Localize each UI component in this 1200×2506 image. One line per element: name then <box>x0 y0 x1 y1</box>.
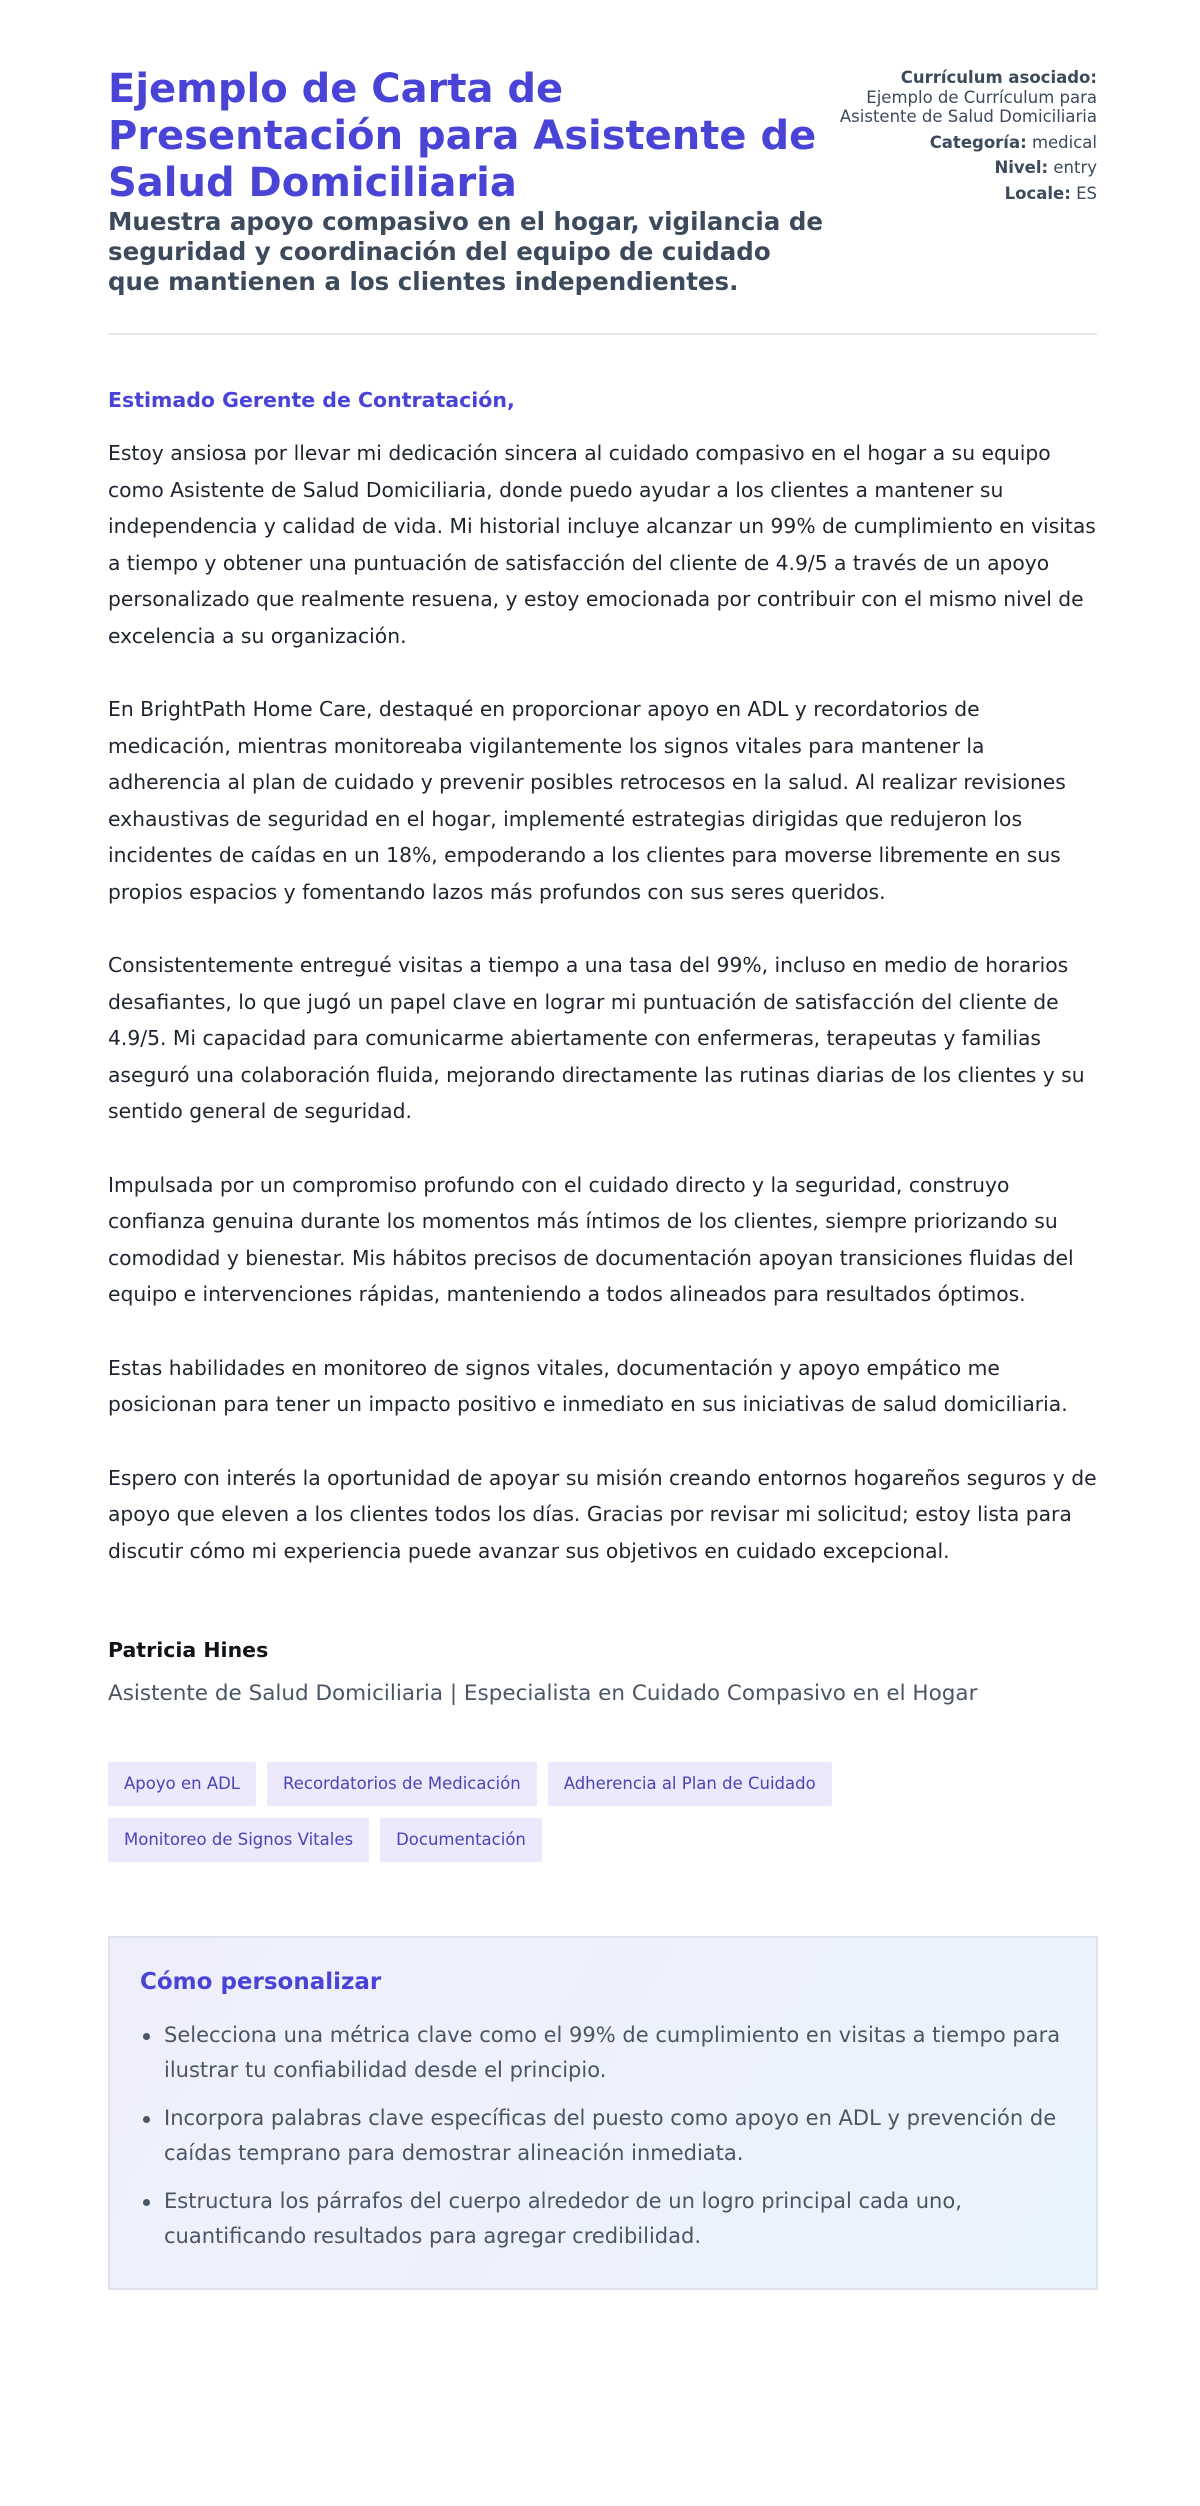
page-header <box>108 66 1097 335</box>
tip-text: Incorpora palabras clave específicas del puesto como apoyo en ADL y prevención de caídas temprano para demostrar alineación inmediata. <box>164 2106 1057 2165</box>
tip-text: Estructura los párrafos del cuerpo alrededor de un logro principal cada uno, cuantificando resultados para agregar credibilidad. <box>164 2189 962 2248</box>
meta-level <box>827 158 1097 178</box>
skill-tag: Monitoreo de Signos Vitales <box>108 1818 369 1862</box>
bullet-icon <box>143 2116 150 2123</box>
signature-name: Patricia Hines <box>108 1638 269 1662</box>
letter-paragraph: Espero con interés la oportunidad de apoyar su misión creando entornos hogareños seguros y de apoyo que eleven a los clientes todos los días. Gracias por revisar mi solicitud; estoy lista para discutir cómo mi experiencia puede avanzar sus objetivos en cuidado excepcional. <box>108 1465 1097 1563</box>
bullet-icon <box>143 2199 150 2206</box>
tip-item <box>140 2018 1066 2088</box>
skill-tag: Adherencia al Plan de Cuidado <box>548 1762 832 1806</box>
skill-tag: Apoyo en ADL <box>108 1762 256 1806</box>
letter-greeting: Estimado Gerente de Contratación, <box>108 388 515 412</box>
skill-tag: Documentación <box>380 1818 542 1862</box>
meta-category-value: medical <box>1031 132 1097 152</box>
tip-text: Selecciona una métrica clave como el 99% de cumplimiento en visitas a tiempo para ilustrar tu confiabilidad desde el principio. <box>164 2023 1061 2082</box>
meta-locale <box>827 184 1097 204</box>
meta-level-label: Nivel: <box>994 158 1049 177</box>
meta-locale-value: ES <box>1076 183 1097 203</box>
tips-list <box>140 2018 1066 2254</box>
letter-paragraph: Impulsada por un compromiso profundo con el cuidado directo y la seguridad, construyo confianza genuina durante los momentos más íntimos de los clientes, siempre priorizando su comodidad y bienestar. Mis hábitos precisos de documentación apoyan transiciones fluidas del equipo e intervenciones rápidas, manteniendo a todos alineados para resultados óptimos. <box>108 1172 1074 1306</box>
meta-resume-label: Currículum asociado: <box>900 68 1097 87</box>
skill-tag: Recordatorios de Medicación <box>267 1762 537 1806</box>
header-titles <box>108 66 827 297</box>
meta-resume-value: Ejemplo de Currículum para Asistente de Salud Domiciliaria <box>839 87 1097 126</box>
tip-item <box>140 2184 1066 2254</box>
meta-level-value: entry <box>1053 158 1097 177</box>
letter-paragraph: Consistentemente entregué visitas a tiempo a una tasa del 99%, incluso en medio de horarios desafiantes, lo que jugó un papel clave en lograr mi puntuación de satisfacción del cliente de 4.9/5. Mi capacidad para comunicarme abiertamente con enfermeras, terapeutas y familias aseguró una colaboración fluida, mejorando directamente las rutinas diarias de los clientes y su sentido general de seguridad. <box>108 953 1085 1123</box>
metadata-panel <box>827 66 1097 209</box>
meta-associated-resume <box>827 68 1097 127</box>
skill-tags <box>108 1762 1098 1862</box>
letter-body <box>108 387 1097 1569</box>
page-title: Ejemplo de Carta de Presentación para Asistente de Salud Domiciliaria <box>108 66 817 206</box>
letter-paragraph: Estoy ansiosa por llevar mi dedicación sincera al cuidado compasivo en el hogar a su equipo como Asistente de Salud Domiciliaria, donde puedo ayudar a los clientes a mantener su independencia y calidad de vida. Mi historial incluye alcanzar un 99% de cumplimiento en visitas a tiempo y obtener una puntuación de satisfacción del cliente de 4.9/5 a través de un apoyo personalizado que realmente resuena, y estoy emocionada por contribuir con el mismo nivel de excelencia a su organización. <box>108 441 1096 648</box>
customization-tips-box <box>108 1936 1098 2290</box>
signature-title: Asistente de Salud Domiciliaria | Especialista en Cuidado Compasivo en el Hogar <box>108 1681 978 1706</box>
letter-paragraphs <box>108 435 1097 1569</box>
signature-block <box>108 1637 1097 1708</box>
letter-paragraph: Estas habilidades en monitoreo de signos vitales, documentación y apoyo empático me posicionan para tener un impacto positivo e inmediato en sus iniciativas de salud domiciliaria. <box>108 1355 1068 1416</box>
meta-category <box>827 133 1097 153</box>
meta-category-label: Categoría: <box>929 132 1027 152</box>
letter-paragraph: En BrightPath Home Care, destaqué en proporcionar apoyo en ADL y recordatorios de medicación, mientras monitoreaba vigilantemente los signos vitales para mantener la adherencia al plan de cuidado y prevenir posibles retrocesos en la salud. Al realizar revisiones exhaustivas de seguridad en el hogar, implementé estrategias dirigidas que redujeron los incidentes de caídas en un 18%, empoderando a los clientes para moverse libremente en sus propios espacios y fomentando lazos más profundos con sus seres queridos. <box>108 697 1066 904</box>
meta-locale-label: Locale: <box>1004 183 1071 203</box>
tip-item <box>140 2101 1066 2171</box>
tips-title: Cómo personalizar <box>140 1969 382 1995</box>
bullet-icon <box>143 2033 150 2040</box>
page-subtitle: Muestra apoyo compasivo en el hogar, vigilancia de seguridad y coordinación del equipo de cuidado que mantienen a los clientes independientes. <box>108 207 823 296</box>
